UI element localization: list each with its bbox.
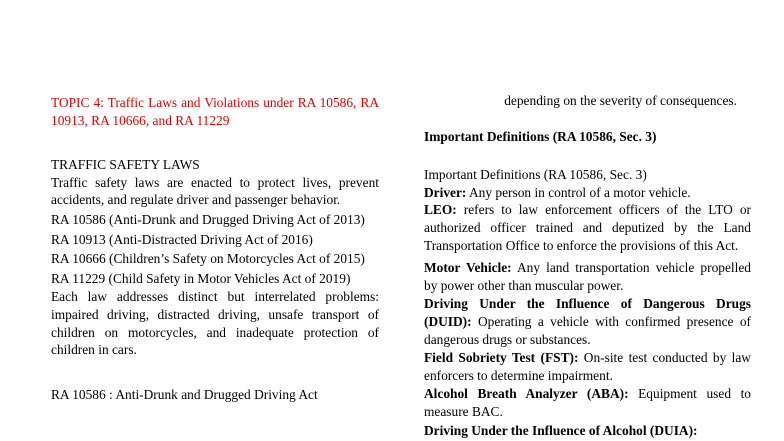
right-column: [424, 92, 751, 439]
definition-term: Driving Under the Influence of Dangerous Drugs (DUID):: [424, 296, 751, 329]
definition-item: [424, 422, 751, 440]
definition-item: [424, 349, 751, 384]
definition-item: [424, 184, 751, 202]
definition-term: Driving Under the Influence of Alcohol (DUIA):: [424, 422, 698, 438]
section-heading: TRAFFIC SAFETY LAWS: [51, 157, 200, 173]
definition-text: On-site test conducted by law enforcers to determine impairment.: [424, 350, 751, 383]
topic-title: TOPIC 4: Traffic Laws and Violations under RA 10586, RA 10913, RA 10666, and RA 11229: [51, 95, 379, 128]
definitions-heading: Important Definitions (RA 10586, Sec. 3): [424, 128, 657, 144]
law-item: RA 11229 (Child Safety in Motor Vehicles Act of 2019): [51, 270, 351, 286]
definition-term: Alcohol Breath Analyzer (ABA):: [424, 386, 629, 402]
next-section-heading: RA 10586 : Anti-Drunk and Drugged Driving Act: [51, 386, 318, 402]
law-item: RA 10913 (Anti-Distracted Driving Act of 2016): [51, 231, 313, 247]
intro-paragraph: Traffic safety laws are enacted to protect lives, prevent accidents, and regulate driver and passenger behavior.: [51, 174, 379, 208]
definition-text: Any land transportation vehicle propelled by power other than muscular power.: [424, 260, 751, 293]
definition-text: Operating a vehicle with confirmed presence of dangerous drugs or substances.: [424, 313, 751, 347]
definition-term: Field Sobriety Test (FST):: [424, 350, 579, 366]
continuation-text: depending on the severity of consequences.: [504, 93, 737, 108]
definition-term: Driver:: [424, 184, 467, 200]
definition-item: [424, 385, 751, 420]
definition-item: [424, 201, 751, 254]
definitions-subheading: Important Definitions (RA 10586, Sec. 3): [424, 167, 647, 183]
definition-text: Equipment used to measure BAC.: [424, 386, 752, 419]
definition-item: [424, 259, 751, 294]
law-item: RA 10586 (Anti-Drunk and Drugged Driving Act of 2013): [51, 211, 365, 227]
definition-item: [424, 295, 751, 348]
law-item: RA 10666 (Children’s Safety on Motorcycles Act of 2015): [51, 251, 365, 267]
definition-text: refers to law enforcement officers of the LTO or authorized officer trained and deputized by the Land Transportation Office to enforce the provisions of this Act.: [424, 202, 751, 253]
definition-term: LEO:: [424, 202, 457, 218]
definition-term: Motor Vehicle:: [424, 260, 512, 276]
summary-paragraph: Each law addresses distinct but interrelated problems: impaired driving, distracted driving, unsafe transport of children on motorcycles, and inadequate protection of children in cars.: [51, 289, 379, 358]
definition-text: Any person in control of a motor vehicle.: [466, 184, 691, 200]
left-column: [51, 92, 379, 403]
